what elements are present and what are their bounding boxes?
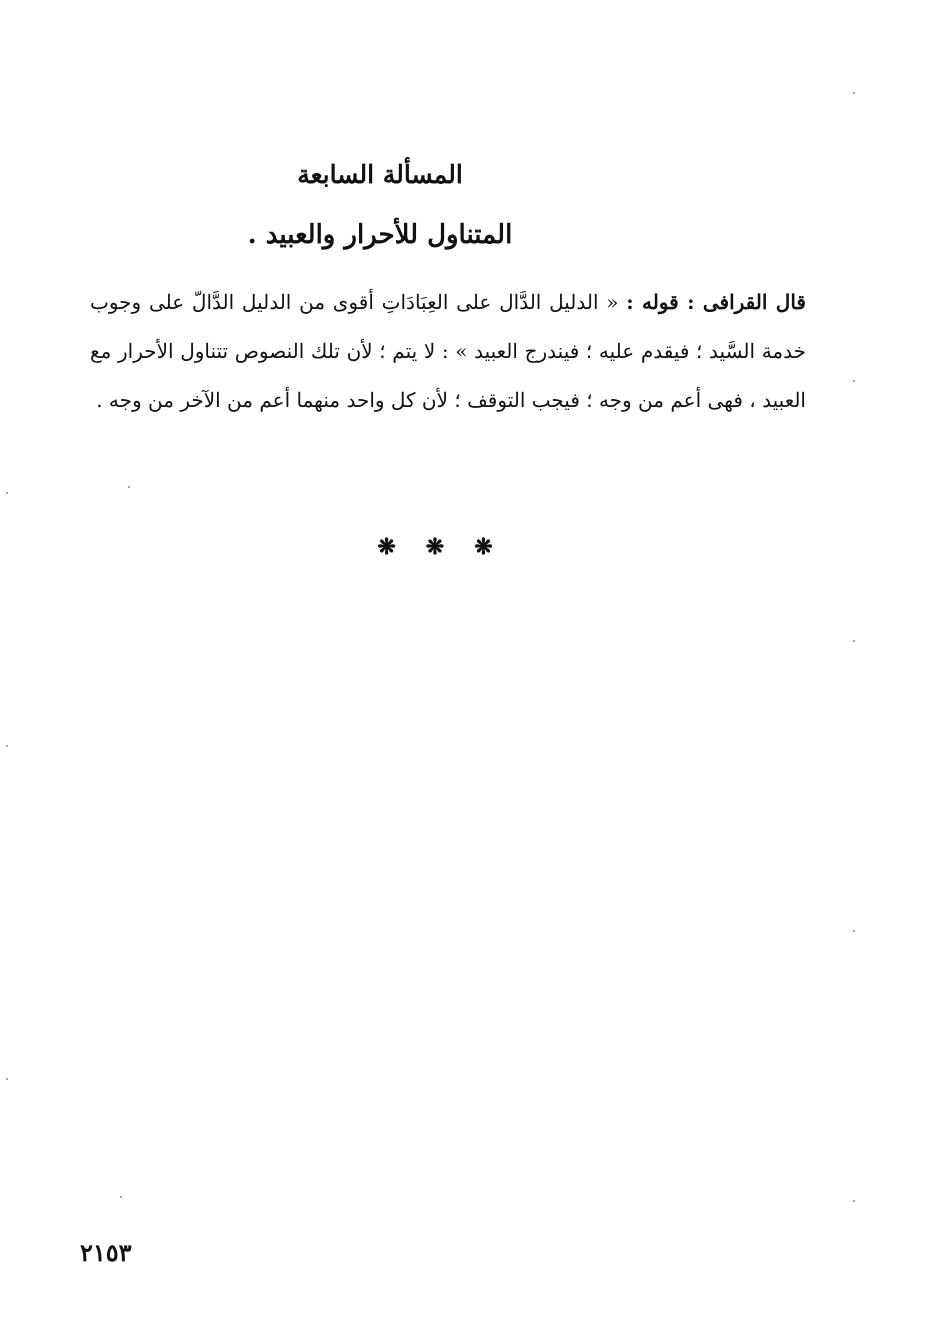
paragraph-text: « الدليل الدَّال على العِبَادَاتِ أقوى من الدليل الدَّالّ على وجوب خدمة السَّيد ؛ فيقدم عليه ؛ فيندرج العبيد » : لا يتم ؛ لأن تلك النصوص تتناول الأحرار مع العبيد ، فهى أعم من وجه ؛ فيجب التوقف ؛ لأن كل واحد منهما أعم من الآخر من وجه .	[90, 290, 806, 412]
scan-speck	[6, 745, 8, 747]
paragraph-lead: قال القرافى : قوله :	[626, 290, 806, 314]
page-number: ٢١٥٣	[80, 1238, 132, 1267]
section-subtitle: المتناول للأحرار والعبيد .	[247, 220, 513, 250]
scan-speck	[853, 640, 855, 642]
scan-speck	[6, 492, 8, 494]
body-paragraph	[90, 278, 806, 425]
scan-speck	[853, 380, 855, 382]
scan-speck	[120, 1196, 122, 1198]
scan-speck	[853, 930, 855, 932]
section-separator: ❋❋❋	[377, 534, 523, 560]
scan-speck	[853, 1200, 855, 1202]
scan-speck	[6, 1078, 8, 1080]
scan-speck	[853, 92, 855, 94]
section-title: المسألة السابعة	[297, 160, 463, 189]
scan-speck	[128, 486, 130, 488]
